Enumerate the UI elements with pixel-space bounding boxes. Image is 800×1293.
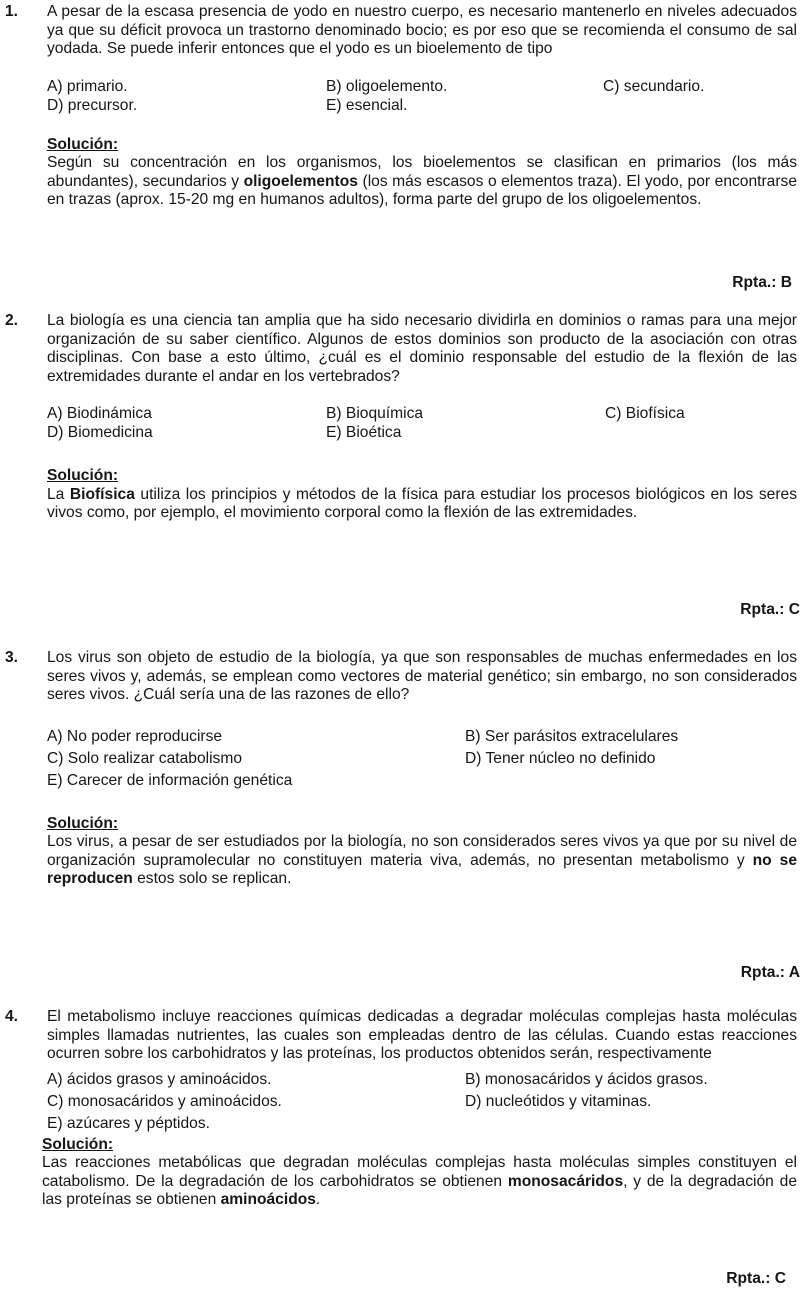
option-b: B) Bioquímica	[326, 405, 424, 423]
question-stem: Los virus son objeto de estudio de la biología, ya que son responsables de muchas enfermedades en los seres vivos y, además, se emplean como vectores de material genético; sin embargo, no son considerados seres vivos. ¿Cuál sería una de las razones de ello?	[47, 649, 797, 704]
options	[47, 405, 797, 443]
solution-keyword: no se reproducen	[47, 851, 798, 888]
solution-text	[42, 1154, 797, 1210]
solution-part: (los más escasos o elementos traza). El yodo, por encontrarse en trazas (aprox. 15-20 mg en humanos adultos), forma parte del grupo de los oligoelementos.	[47, 172, 797, 209]
solution-part: , y de la degradación de las proteínas se obtienen	[42, 1172, 797, 1209]
solution-part: estos solo se replican.	[132, 870, 292, 888]
question-4	[0, 1008, 800, 1287]
solution-part: Según su concentración en los organismos, los bioelementos se clasifican en primarios (los más abundantes), secundarios y	[47, 154, 797, 190]
option-e: E) Carecer de información genética	[47, 771, 293, 789]
option-d: D) nucleótidos y vitaminas.	[465, 1092, 652, 1110]
question-3	[0, 649, 800, 981]
option-c: C) monosacáridos y aminoácidos.	[47, 1092, 282, 1110]
option-c: C) secundario.	[603, 77, 705, 95]
option-d: D) Biomedicina	[47, 424, 153, 442]
solution-part: Los virus, a pesar de ser estudiados por la biología, no son considerados seres vivos ya que por su nivel de organización supramolecular no constituyen materia viva, además, no presentan metabolismo y	[47, 833, 797, 869]
question-number: 4.	[5, 1008, 19, 1025]
option-c: C) Solo realizar catabolismo	[47, 749, 242, 767]
option-d: D) precursor.	[47, 96, 138, 114]
question-stem: A pesar de la escasa presencia de yodo en nuestro cuerpo, es necesario mantenerlo en niveles adecuados ya que su déficit provoca un trastorno denominado bocio; es por eso que se recomienda el consumo de sal yodada. Se puede inferir entonces que el yodo es un bioelemento de tipo	[47, 3, 797, 58]
question-number: 2.	[5, 312, 19, 329]
solution-part: La	[47, 485, 70, 503]
solution-text	[47, 154, 797, 210]
solution-heading: Solución:	[42, 1135, 114, 1153]
solution-keyword: aminoácidos	[220, 1191, 316, 1209]
option-a: A) primario.	[47, 77, 128, 95]
option-c: C) Biofísica	[605, 405, 685, 423]
option-e: E) Bioética	[326, 424, 402, 442]
solution-keyword: oligoelementos	[243, 172, 358, 190]
option-a: A) ácidos grasos y aminoácidos.	[47, 1070, 272, 1088]
solution-heading: Solución:	[47, 814, 119, 832]
question-1	[0, 3, 800, 291]
option-e: E) esencial.	[326, 96, 408, 114]
option-e: E) azúcares y péptidos.	[47, 1114, 210, 1132]
option-a: A) No poder reproducirse	[47, 727, 223, 745]
solution-keyword: Biofísica	[69, 485, 135, 503]
answer: Rpta.: C	[740, 601, 800, 618]
solution-keyword: monosacáridos	[507, 1172, 624, 1190]
solution-text	[47, 486, 797, 523]
question-stem: El metabolismo incluye reacciones químicas dedicadas a degradar moléculas complejas hasta moléculas simples llamadas nutrientes, las cuales son empleadas dentro de las células. Cuando estas reacciones ocurren sobre los carbohidratos y las proteínas, los productos obtenidos serán, respectivamente	[47, 1008, 797, 1063]
option-b: B) monosacáridos y ácidos grasos.	[465, 1070, 708, 1088]
solution-heading: Solución:	[47, 467, 119, 485]
option-b: B) Ser parásitos extracelulares	[465, 727, 679, 745]
solution-part: utiliza los principios y métodos de la física para estudiar los procesos biológicos en los seres vivos como, por ejemplo, el movimiento corporal como la flexión de las extremidades.	[47, 485, 797, 522]
answer: Rpta.: B	[732, 274, 792, 291]
question-stem: La biología es una ciencia tan amplia que ha sido necesario dividirla en dominios o ramas para una mejor organización de su saber científico. Algunos de estos dominios son producto de la asociación con otras disciplinas. Con base a esto último, ¿cuál es el dominio responsable del estudio de la flexión de las extremidades durante el andar en los vertebrados?	[47, 312, 797, 385]
solution-heading: Solución:	[47, 135, 119, 153]
answer: Rpta.: C	[726, 1270, 786, 1287]
answer: Rpta.: A	[740, 964, 800, 981]
option-a: A) Biodinámica	[47, 405, 152, 423]
options	[47, 728, 797, 794]
option-d: D) Tener núcleo no definido	[465, 749, 656, 767]
options	[47, 78, 797, 116]
solution-part: Las reacciones metabólicas que degradan moléculas complejas hasta moléculas simples constituyen el catabolismo. De la degradación de los carbohidratos se obtienen	[42, 1154, 797, 1190]
solution-text	[47, 833, 797, 889]
option-b: B) oligoelemento.	[326, 77, 448, 95]
question-number: 1.	[5, 3, 19, 20]
solution-part: .	[315, 1191, 321, 1209]
question-number: 3.	[5, 649, 19, 666]
options	[47, 1071, 797, 1136]
question-2	[0, 312, 800, 618]
